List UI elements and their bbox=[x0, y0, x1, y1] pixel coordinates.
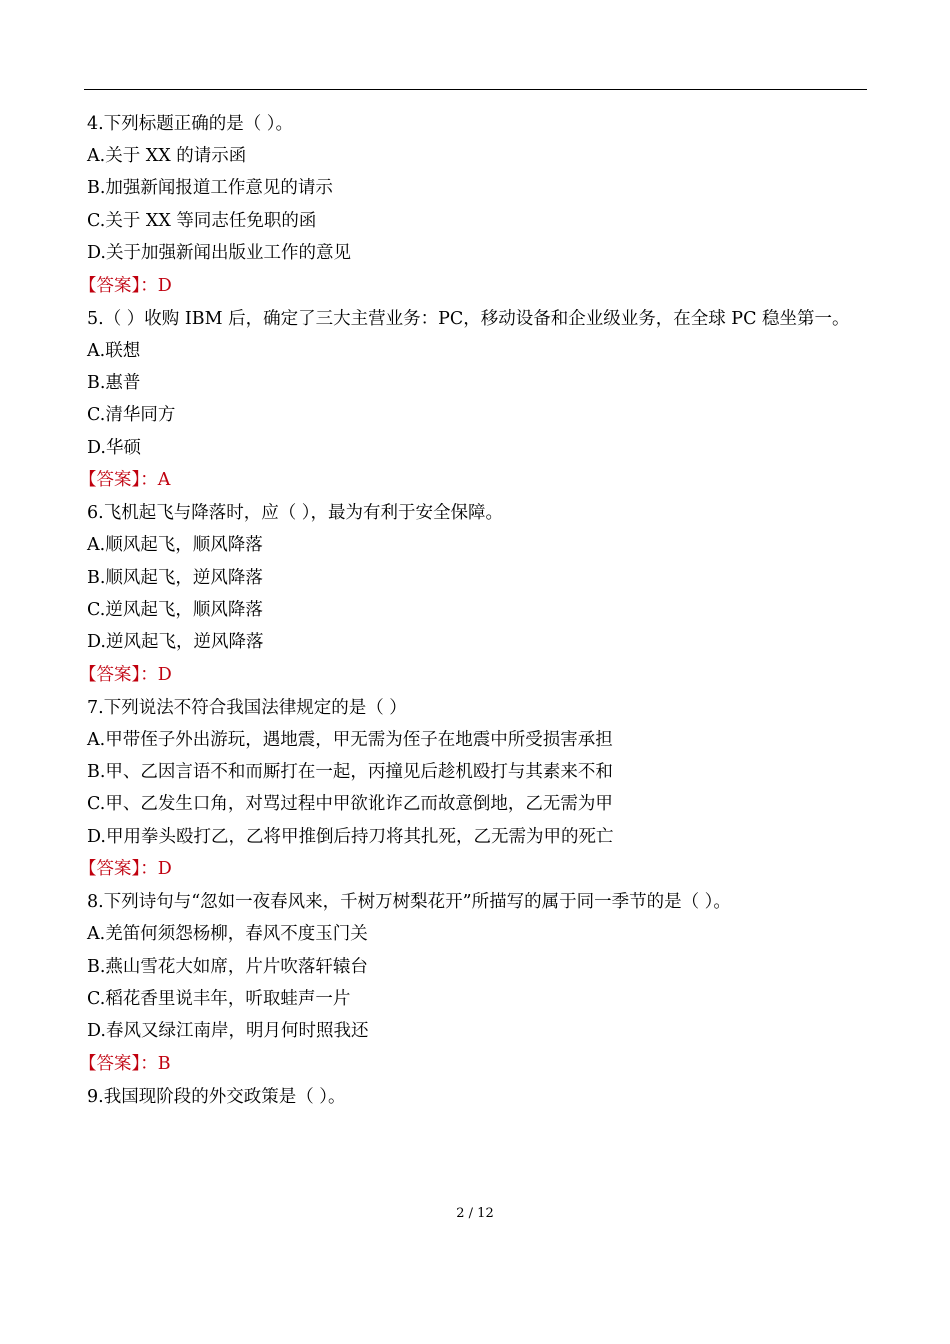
option-a: A.关于 XX 的请示函 bbox=[87, 146, 247, 166]
option-b: B.燕山雪花大如席，片片吹落轩辕台 bbox=[87, 956, 368, 977]
option-c: C.清华同方 bbox=[87, 405, 176, 426]
answer-label: 【答案】：B bbox=[79, 1053, 171, 1074]
question-title: 7.下列说法不符合我国法律规定的是（ ） bbox=[87, 697, 407, 718]
option-b: B.甲、乙因言语不和而厮打在一起，丙撞见后趁机殴打与其素来不和 bbox=[87, 762, 613, 783]
answer-label: 【答案】：D bbox=[79, 859, 172, 880]
question-title: 5.（ ）收购 IBM 后，确定了三大主营业务：PC，移动设备和企业级业务，在全球 PC 稳坐第一。 bbox=[87, 308, 850, 329]
option-c: C.逆风起飞，顺风降落 bbox=[87, 599, 263, 620]
question-7 bbox=[79, 696, 877, 882]
question-title: 9.我国现阶段的外交政策是（ ）。 bbox=[87, 1086, 346, 1107]
option-d: D.甲用拳头殴打乙，乙将甲推倒后持刀将其扎死，乙无需为甲的死亡 bbox=[87, 826, 614, 847]
question-9 bbox=[87, 1085, 877, 1109]
option-a: A.顺风起飞，顺风降落 bbox=[87, 535, 263, 556]
option-a: A.羌笛何须怨杨柳，春风不度玉门关 bbox=[87, 924, 368, 945]
option-d: D.华硕 bbox=[87, 437, 141, 458]
option-a: A.甲带侄子外出游玩，遇地震，甲无需为侄子在地震中所受损害承担 bbox=[87, 729, 613, 750]
option-b: B.加强新闻报道工作意见的请示 bbox=[87, 178, 333, 199]
question-5 bbox=[79, 307, 877, 493]
question-title: 8.下列诗句与“忽如一夜春风来，千树万树梨花开”所描写的属于同一季节的是（ ）。 bbox=[87, 892, 731, 913]
option-d: D.逆风起飞，逆风降落 bbox=[87, 632, 264, 653]
answer-label: 【答案】：D bbox=[79, 664, 172, 685]
header-rule bbox=[84, 89, 867, 90]
option-a: A.联想 bbox=[87, 340, 141, 361]
answer-label: 【答案】：D bbox=[79, 275, 172, 296]
question-title: 4.下列标题正确的是（ ）。 bbox=[87, 114, 294, 134]
option-c: C.关于 XX 等同志任免职的函 bbox=[87, 210, 317, 231]
option-c: C.甲、乙发生口角，对骂过程中甲欲讹诈乙而故意倒地，乙无需为甲 bbox=[87, 794, 613, 815]
option-c: C.稻花香里说丰年，听取蛙声一片 bbox=[87, 989, 351, 1010]
option-b: B.顺风起飞，逆风降落 bbox=[87, 567, 263, 588]
question-list bbox=[79, 112, 877, 1117]
question-8 bbox=[79, 890, 877, 1076]
option-d: D.关于加强新闻出版业工作的意见 bbox=[87, 243, 351, 264]
option-d: D.春风又绿江南岸，明月何时照我还 bbox=[87, 1021, 369, 1042]
answer-label: 【答案】：A bbox=[79, 470, 171, 491]
question-4 bbox=[79, 112, 877, 298]
question-6 bbox=[79, 501, 877, 687]
page-number: 2 / 12 bbox=[456, 1206, 494, 1221]
question-title: 6.飞机起飞与降落时，应（ ），最为有利于安全保障。 bbox=[87, 503, 504, 524]
option-b: B.惠普 bbox=[87, 372, 141, 393]
